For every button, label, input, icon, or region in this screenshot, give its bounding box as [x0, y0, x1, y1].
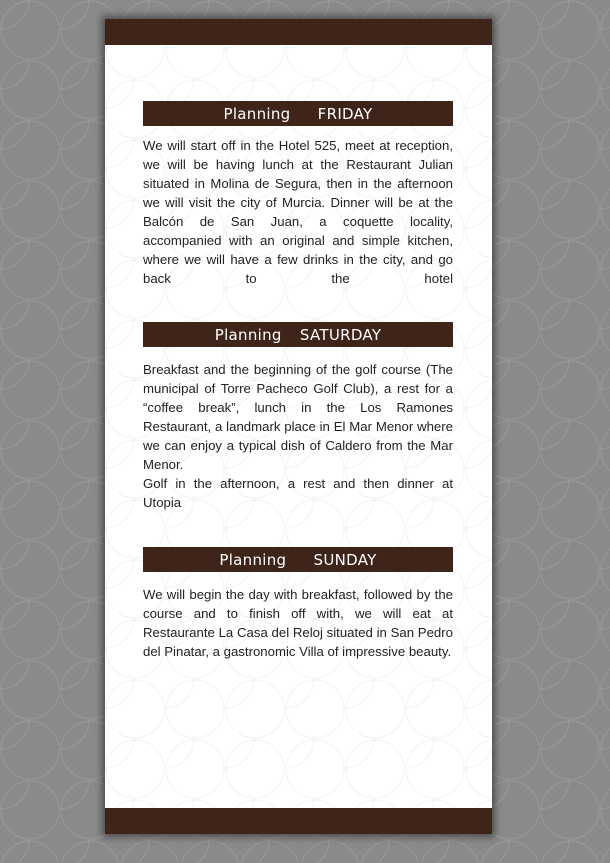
- saturday-text: [143, 360, 453, 512]
- heading-friday: [143, 101, 453, 126]
- bottom-band: [105, 808, 492, 834]
- saturday-paragraph-1: Breakfast and the beginning of the golf course (The municipal of Torre Pacheco Golf Club), a rest for a “coffee break”, lunch in the Los Ramones Restaurant, a landmark place in El Mar Menor where we can enjoy a typical dish of Caldero from the Mar Menor.: [143, 362, 453, 472]
- sunday-paragraph: We will begin the day with breakfast, followed by the course and to finish off with, we will eat at Restaurante La Casa del Reloj situated in San Pedro del Pinatar, a gastronomic Villa of impressive beauty.: [143, 587, 453, 659]
- friday-text: [143, 136, 453, 288]
- friday-paragraph: We will start off in the Hotel 525, meet at reception, we will be having lunch at the Restaurant Julian situated in Molina de Segura, then in the afternoon we will visit the city of Murcia. Dinner will be at the Balcón de San Juan, a coquette locality, accompanied with an original and simple kitchen, where we will have a few drinks in the city, and go back to the hotel: [143, 138, 453, 286]
- top-band: [105, 19, 492, 45]
- flyer-panel: [105, 19, 492, 834]
- heading-sunday: [143, 547, 453, 572]
- heading-friday-label: Planning FRIDAY: [223, 104, 373, 123]
- sunday-text: [143, 585, 453, 661]
- heading-saturday-label: Planning SATURDAY: [214, 325, 382, 344]
- saturday-paragraph-2: Golf in the afternoon, a rest and then dinner at Utopia: [143, 476, 453, 510]
- heading-sunday-label: Planning SUNDAY: [219, 550, 377, 569]
- heading-saturday: [143, 322, 453, 347]
